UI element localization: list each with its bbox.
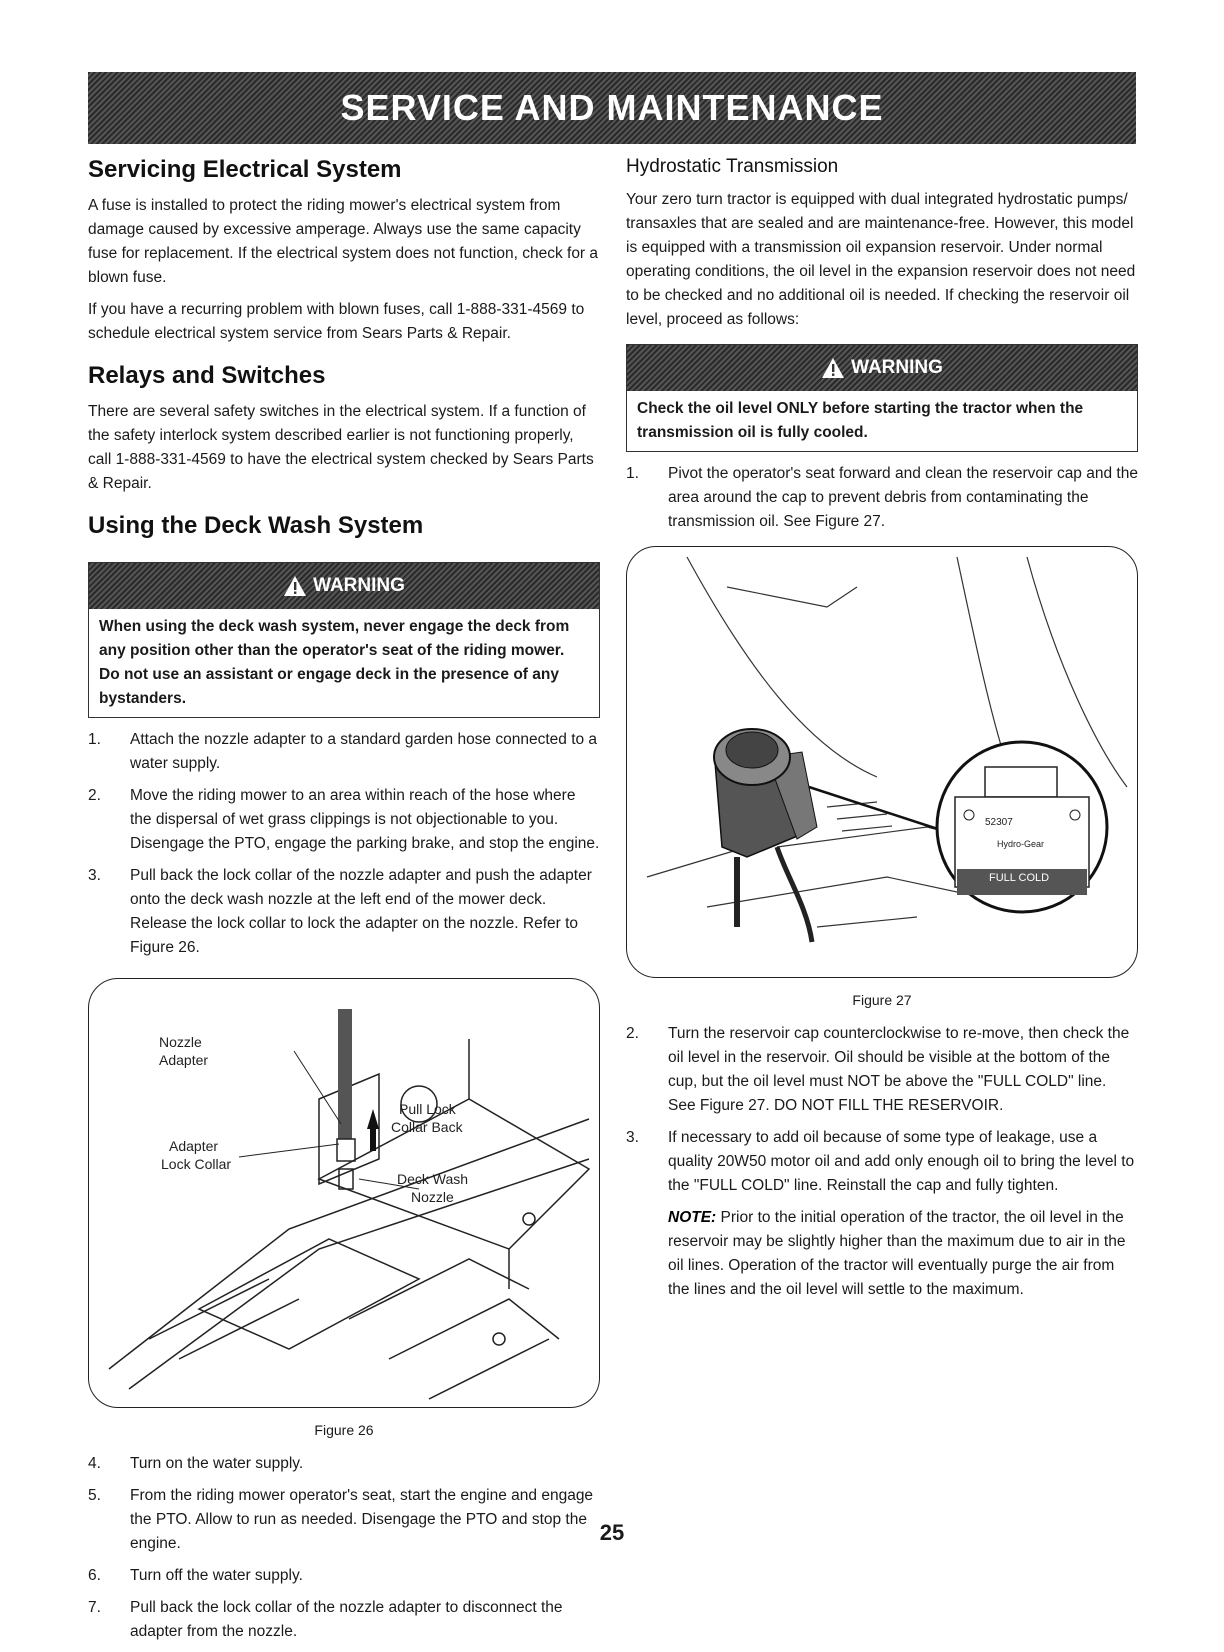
label-nozzle: Nozzle xyxy=(159,1034,202,1050)
warning-text: When using the deck wash system, never engage the deck from any position other than the operator's seat of the riding mower. Do not use an assistant or engage deck in the presence of any bystanders. xyxy=(99,618,570,707)
electrical-para-2: If you have a recurring problem with blown fuses, call 1-888-331-4569 to schedule electrical system service from Sears Parts & Repair. xyxy=(88,301,585,342)
warning-header xyxy=(627,345,1137,391)
hydro-steps-2-3 xyxy=(626,1022,1138,1198)
left-column xyxy=(88,156,600,1652)
list-item: 1. Attach the nozzle adapter to a standard garden hose connected to a water supply. xyxy=(88,731,598,772)
label-pull-lock: Pull Lock xyxy=(399,1101,456,1117)
warning-triangle-icon xyxy=(283,575,307,597)
deck-wash-illustration xyxy=(89,979,600,1407)
label-nozzle-2: Nozzle xyxy=(411,1189,454,1205)
deckwash-title: Using the Deck Wash System xyxy=(88,512,424,539)
note-text: Prior to the initial operation of the tractor, the oil level in the reservoir may be slightly higher than the maximum due to air in the oil lines. Operation of the tractor will eventually purge the air from the lines and the oil level will settle to the maximum. xyxy=(668,1209,1126,1298)
banner-title: SERVICE AND MAINTENANCE xyxy=(340,87,884,128)
list-item: 6. Turn off the water supply. xyxy=(88,1567,303,1584)
inset-brand: Hydro-Gear xyxy=(997,839,1045,849)
list-item: 4. Turn on the water supply. xyxy=(88,1455,304,1472)
section-banner xyxy=(88,72,1136,144)
electrical-title: Servicing Electrical System xyxy=(88,156,402,183)
warning-label: WARNING xyxy=(851,357,943,378)
list-item: 2. Turn the reservoir cap counterclockwise to re-move, then check the oil level in the reservoir. Oil should be visible at the bottom of the cup, but the oil level must NOT be above the "FULL COLD" line. See Figure 27. DO NOT FILL THE RESERVOIR. xyxy=(626,1025,1130,1114)
warning-label: WARNING xyxy=(313,575,405,596)
list-item: 7. Pull back the lock collar of the nozzle adapter to disconnect the adapter from the nozzle. xyxy=(88,1599,563,1640)
label-deck-wash: Deck Wash xyxy=(397,1171,469,1187)
warning-triangle-icon xyxy=(821,357,845,379)
list-item: 5. From the riding mower operator's seat, start the engine and engage the PTO. Allow to run as needed. Disengage the PTO and stop the engine. xyxy=(88,1487,594,1552)
relays-para-1: There are several safety switches in the electrical system. If a function of the safety interlock system described earlier is not functioning properly, call 1-888-331-4569 to have the electrical system checked by Sears Parts & Repair. xyxy=(88,403,594,492)
figure-26-caption: Figure 26 xyxy=(314,1422,374,1438)
label-collar-back: Collar Back xyxy=(391,1119,463,1135)
list-item: 2. Move the riding mower to an area within reach of the hose where the dispersal of wet grass clippings is not objectionable to you. Disengage the PTO, engage the parking brake, and stop the engine. xyxy=(88,787,600,852)
electrical-para-1: A fuse is installed to protect the riding mower's electrical system from damage caused by excessive amperage. Always use the same capacity fuse for replacement. If the electrical system does not function, check for a blown fuse. xyxy=(88,197,599,286)
hydrostatic-para-1: Your zero turn tractor is equipped with dual integrated hydrostatic pumps/ transaxles that are sealed and are maintenance-free. However, this model is equipped with a transmission oil expansion reservoir. Under normal operating conditions, the oil level in the expansion reservoir does not need to be checked and no additional oil is needed. If checking the reservoir oil level, proceed as follows: xyxy=(626,191,1136,328)
deckwash-steps-b xyxy=(88,1452,600,1644)
inset-full-cold: FULL COLD xyxy=(989,872,1050,884)
note-label: NOTE: xyxy=(668,1209,717,1226)
label-lock-collar: Lock Collar xyxy=(161,1156,232,1172)
hydrostatic-title: Hydrostatic Transmission xyxy=(626,156,839,177)
right-column xyxy=(626,156,1138,1310)
relays-title: Relays and Switches xyxy=(88,362,326,389)
label-adapter: Adapter xyxy=(159,1052,209,1068)
list-item: 1. Pivot the operator's seat forward and clean the reservoir cap and the area around the cap to prevent debris from contaminating the transmission oil. See Figure 27. xyxy=(626,465,1138,530)
deckwash-steps-a xyxy=(88,728,600,960)
warning-text: Check the oil level ONLY before starting the tractor when the transmission oil is fully cooled. xyxy=(637,400,1084,441)
warning-header xyxy=(89,563,599,609)
inset-code: 52307 xyxy=(985,817,1013,828)
page-number: 25 xyxy=(599,1520,625,1545)
figure-27 xyxy=(626,546,1138,978)
figure-27-caption: Figure 27 xyxy=(852,992,912,1008)
list-item: 3. Pull back the lock collar of the nozzle adapter and push the adapter onto the deck wash nozzle at the left end of the mower deck. Release the lock collar to lock the adapter on the nozzle. Refer to Figure 26. xyxy=(88,867,592,956)
hydro-warning-box xyxy=(626,344,1138,452)
label-adapter-2: Adapter xyxy=(169,1138,219,1154)
hydro-step-1 xyxy=(626,462,1138,534)
deckwash-warning-box xyxy=(88,562,600,718)
reservoir-illustration xyxy=(627,547,1138,977)
list-item: 3. If necessary to add oil because of some type of leakage, use a quality 20W50 motor oil and add only enough oil to bring the level to the "FULL COLD" line. Reinstall the cap and fully tighten. xyxy=(626,1129,1135,1194)
note-paragraph xyxy=(668,1206,1138,1302)
figure-26 xyxy=(88,978,600,1408)
